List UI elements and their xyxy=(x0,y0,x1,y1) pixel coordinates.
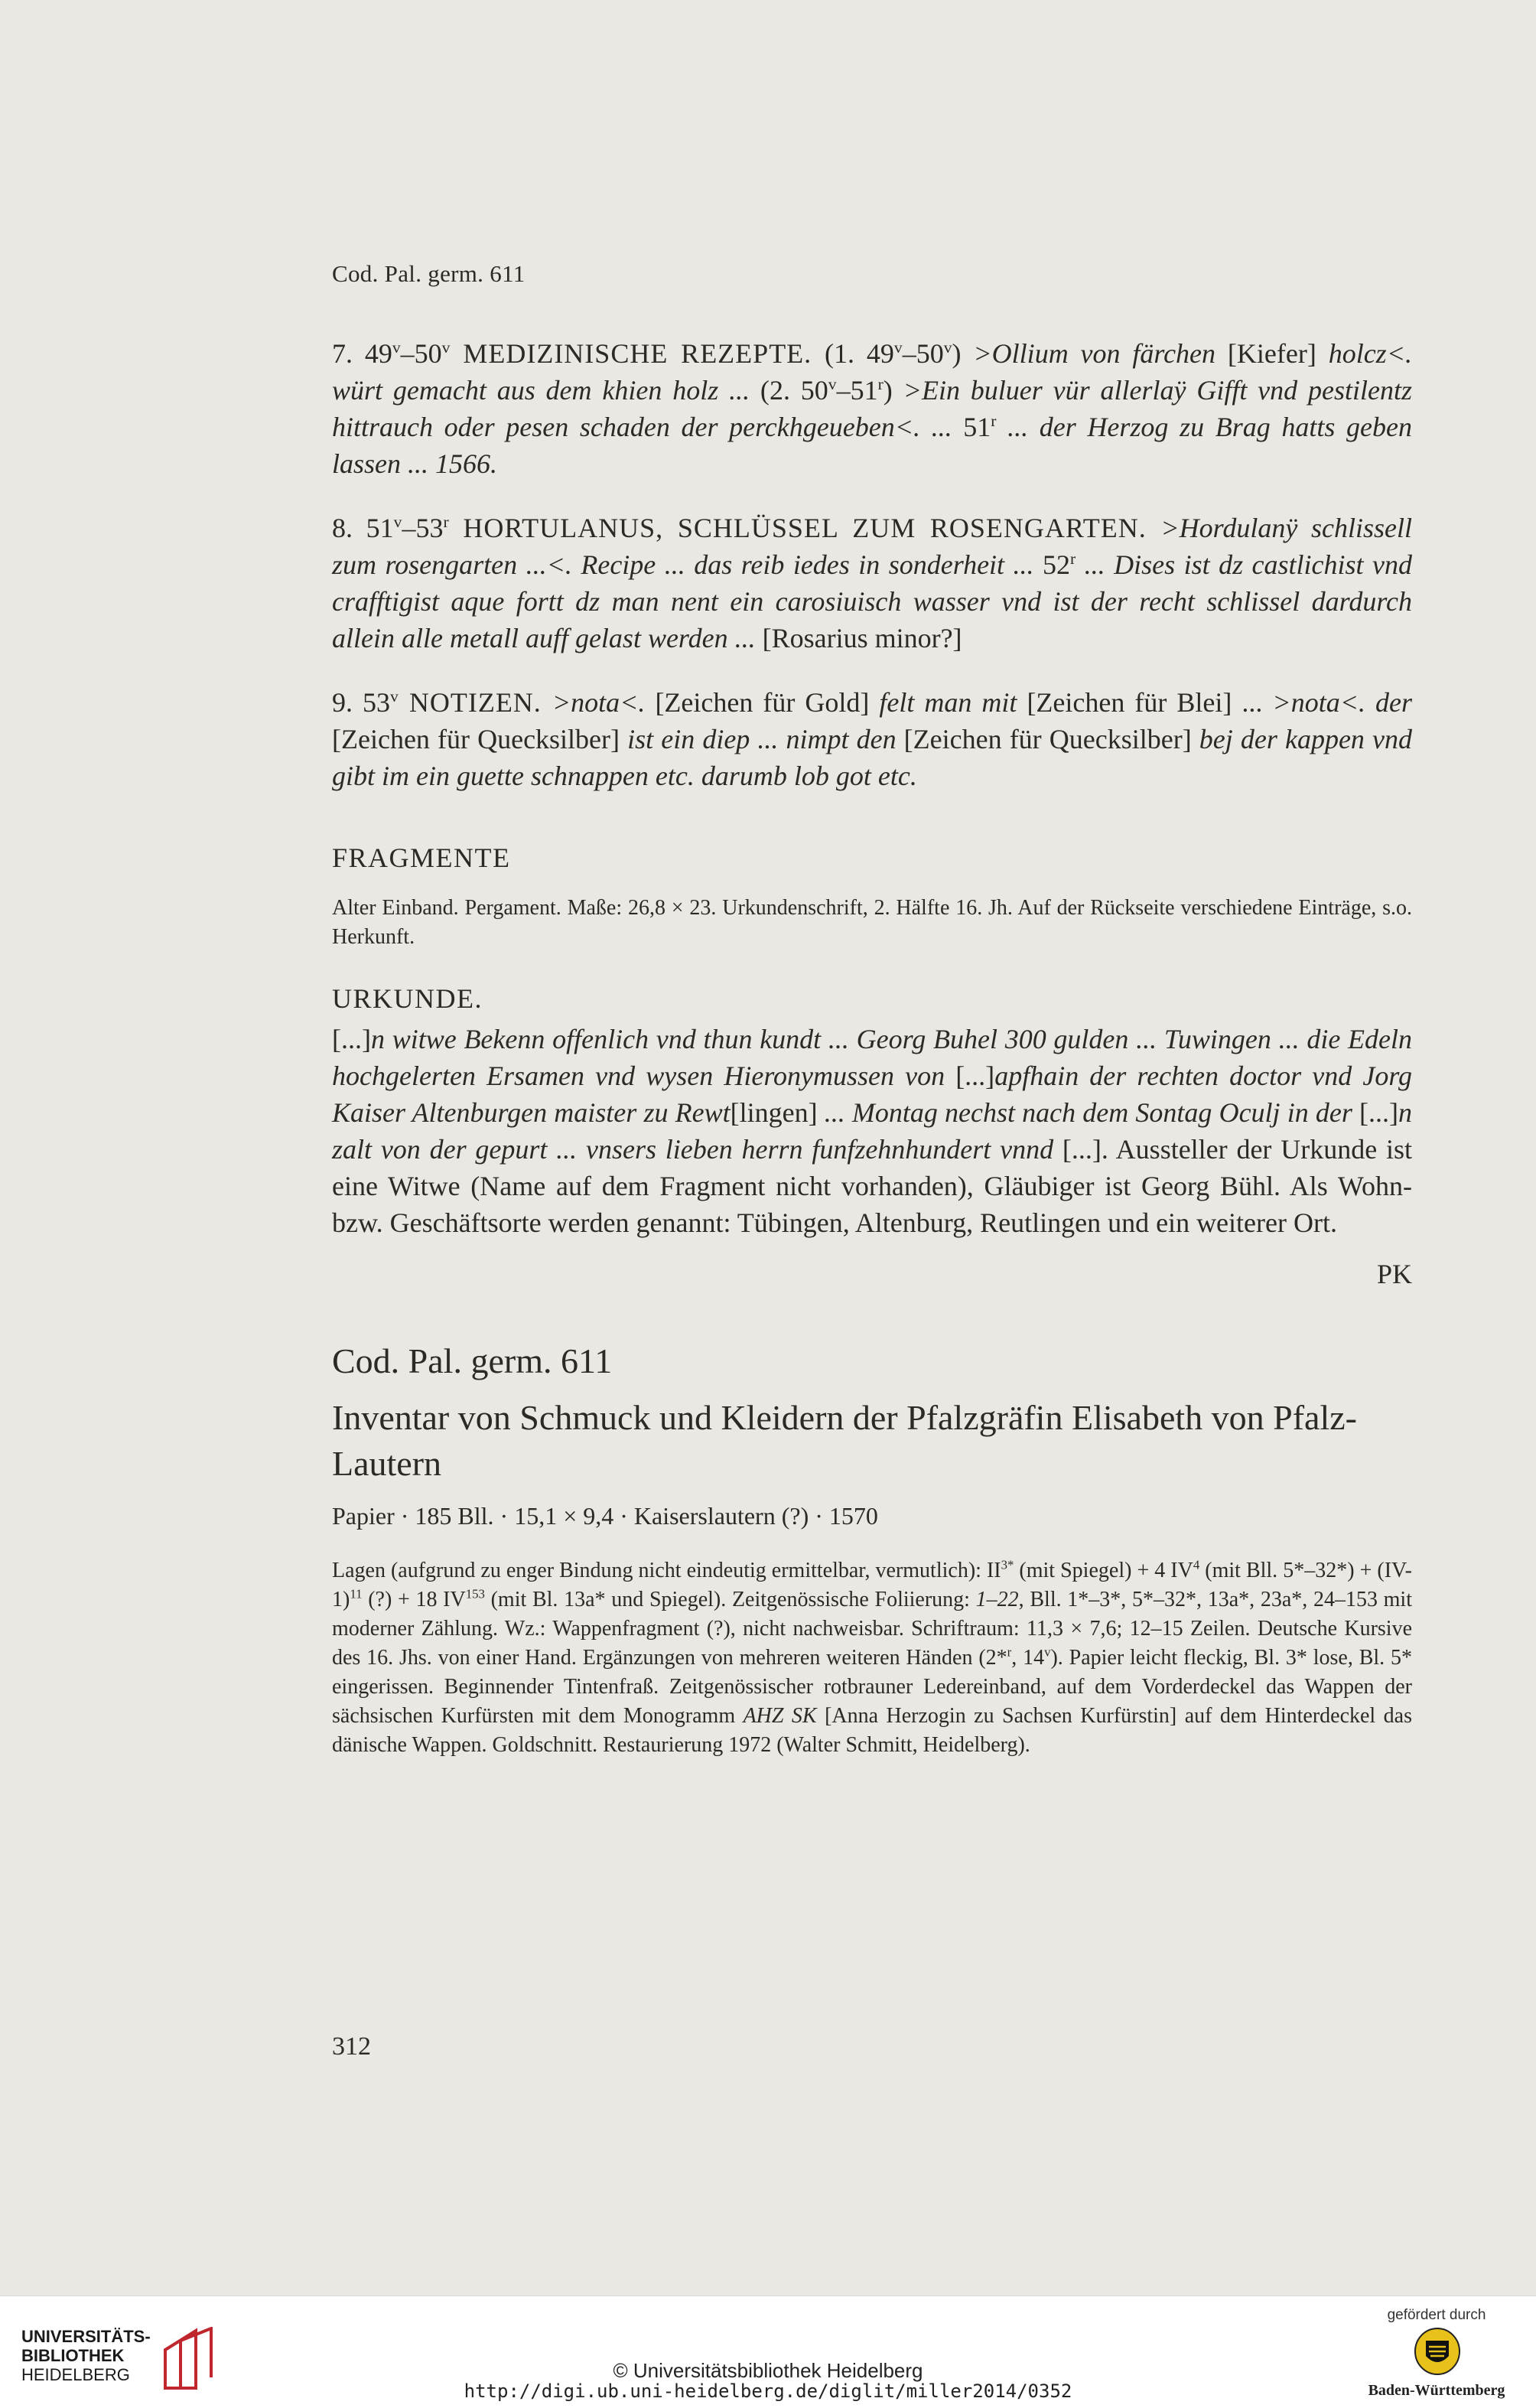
sup: v xyxy=(390,687,399,705)
incipit: n zalt von der gepurt ... vnsers lieben herrn funfzehnhundert vnnd xyxy=(332,1097,1413,1165)
urkunde-heading: URKUNDE. xyxy=(332,983,483,1014)
text: (mit Spiegel) + 4 IV xyxy=(1014,1559,1193,1582)
sup: v xyxy=(893,338,903,357)
ub-line3: HEIDELBERG xyxy=(21,2365,130,2384)
funded-by-label: gefördert durch xyxy=(1387,2307,1486,2323)
copyright-text: © Universitätsbibliothek Heidelberg xyxy=(613,2359,923,2382)
sup: r xyxy=(1069,549,1076,568)
sup: v xyxy=(828,375,837,393)
incipit: >nota<. der xyxy=(1272,687,1413,718)
text: [...] xyxy=(1352,1097,1399,1128)
entry-7 xyxy=(332,335,1412,482)
range: –50 xyxy=(400,338,442,369)
ub-line2: BIBLIOTHEK xyxy=(21,2346,125,2365)
sup: r xyxy=(991,412,997,430)
sup: 4 xyxy=(1193,1557,1200,1572)
entry-8-title: HORTULANUS, SCHLÜSSEL ZUM ROSENGARTEN. xyxy=(448,513,1161,543)
italic: AHZ SK xyxy=(743,1704,817,1728)
page-content xyxy=(332,260,1412,1760)
entry-8-num: 8. 51 xyxy=(332,513,394,543)
author-signature: PK xyxy=(1376,1259,1412,1289)
incipit: n witwe Bekenn offenlich vnd thun kundt ... Georg Buhel 300 gulden ... Tuwingen ... die Edeln hochgelerten Ersamen vnd wysen Hieronymussen von xyxy=(332,1024,1412,1091)
text: , Bll. 1*–3*, 5*–32*, 13a*, 23a*, 24–153 mit moderner Zählung. Wz.: Wappenfragment (?), nicht nachweisbar. Schriftraum: 11,3 × 7,6; 12–15 Zeilen. Deutsche Kursive des 16. Jhs. von einer Hand. Ergänzungen von mehreren weiteren Händen (2* xyxy=(332,1588,1412,1670)
urkunde-text xyxy=(332,1021,1412,1241)
footer-bar xyxy=(0,2296,1536,2408)
text: 1. 49 xyxy=(834,338,894,369)
text: [Zeichen für Gold] xyxy=(645,687,880,718)
sup: v xyxy=(943,338,952,357)
text: [...] xyxy=(332,1024,371,1054)
sup: v xyxy=(392,338,401,357)
entry-8 xyxy=(332,510,1412,657)
incipit: >Hordulanÿ schlissell zum rosengarten ...<. Recipe ... das reib iedes in sonderheit ... xyxy=(332,513,1412,580)
sup: 3* xyxy=(1001,1557,1014,1572)
text: [...]. Aussteller der Urkunde ist eine Witwe (Name auf dem Fragment nicht vorhanden), Gläubiger ist Georg Bühl. Als Wohn- bzw. Geschäftsorte werden genannt: Tübingen, Altenburg, Reutlingen und ein weiterer Ort. xyxy=(332,1134,1412,1238)
sup: v xyxy=(1044,1644,1051,1660)
incipit: apfhain der rechten doctor vnd Jorg Kaiser Altenburgen maister zu Rewt xyxy=(332,1061,1413,1128)
page-number: 312 xyxy=(332,2032,371,2061)
text: (mit Bll. 5*–32*) + (IV-1) xyxy=(332,1559,1413,1611)
text: [Anna Herzogin zu Sachsen Kurfürstin] auf dem Hinterdeckel das dänische Wappen. Goldschnitt. Restaurierung 1972 (Walter Schmitt, Heidelberg). xyxy=(332,1704,1412,1757)
text: [Kiefer] xyxy=(1215,338,1329,369)
range: –53 xyxy=(402,513,444,543)
text: 52 xyxy=(1033,549,1070,580)
text: , 14 xyxy=(1011,1646,1045,1670)
incipit: holcz<. würt gemacht aus dem khien holz ... xyxy=(332,338,1412,406)
text: ) xyxy=(952,338,974,369)
incipit: >Ein buluer vür allerlaÿ Gifft vnd pestilentz hittrauch oder pesen schaden der perckhgeueben<. ... xyxy=(332,375,1412,442)
text: –51 xyxy=(836,375,878,406)
bw-label: Baden-Württemberg xyxy=(1368,2382,1505,2399)
sup: 153 xyxy=(465,1586,485,1602)
text: [Zeichen für Quecksilber] xyxy=(896,724,1199,754)
entry-9-title: NOTIZEN. xyxy=(398,687,552,718)
sup: r xyxy=(877,375,884,393)
incipit: ... der Herzog zu Brag hatts geben lassen ... 1566. xyxy=(332,412,1413,479)
text: [Rosarius minor?] xyxy=(755,623,962,653)
text: [lingen] xyxy=(730,1097,825,1128)
text: ) xyxy=(883,375,903,406)
codex-heading: Cod. Pal. germ. 611 xyxy=(332,1341,613,1380)
incipit: ist ein diep ... nimpt den xyxy=(627,724,897,754)
sup: v xyxy=(393,513,402,531)
incipit: ... Montag nechst nach dem Sontag Oculj in der xyxy=(824,1097,1352,1128)
sup: 11 xyxy=(350,1586,363,1602)
entry-7-title: MEDIZINISCHE REZEPTE. xyxy=(450,338,825,369)
codex-meta: Papier · 185 Bll. · 15,1 × 9,4 · Kaiserslautern (?) · 1570 xyxy=(332,1502,878,1530)
incipit: >Ollium von färchen xyxy=(973,338,1216,369)
text: ). Papier leicht fleckig, Bl. 3* lose, Bl. 5* eingerissen. Beginnender Tintenfraß. Zeitgenössischer rotbrauner Ledereinband, auf dem Vorderdeckel das Wappen der sächsischen Kurfürsten mit dem Monogramm xyxy=(332,1646,1412,1728)
text: 2. 50 xyxy=(769,375,828,406)
entry-9-num: 9. 53 xyxy=(332,687,391,718)
text: 51 xyxy=(952,412,991,442)
entry-7-num: 7. 49 xyxy=(332,338,392,369)
ub-line1: UNIVERSITÄTS- xyxy=(21,2327,151,2346)
incipit: >nota<. xyxy=(552,687,646,718)
lagen-description xyxy=(332,1556,1412,1760)
fragmente-description: Alter Einband. Pergament. Maße: 26,8 × 23. Urkundenschrift, 2. Hälfte 16. Jh. Auf der Rückseite verschiedene Einträge, s.o. Herkunft. xyxy=(332,896,1412,949)
italic: 1–22 xyxy=(975,1588,1019,1611)
text: Lagen (aufgrund zu enger Bindung nicht eindeutig ermittelbar, vermutlich): II xyxy=(332,1559,1001,1582)
text: (?) + 18 IV xyxy=(362,1588,466,1611)
sup: v xyxy=(441,338,451,357)
running-head: Cod. Pal. germ. 611 xyxy=(332,260,526,287)
permalink-url[interactable]: http://digi.ub.uni-heidelberg.de/diglit/miller2014/0352 xyxy=(464,2380,1072,2402)
entry-9 xyxy=(332,684,1412,794)
text: (mit Bl. 13a* und Spiegel). Zeitgenössische Foliierung: xyxy=(484,1588,976,1611)
text: ( xyxy=(825,338,835,369)
codex-title: Inventar von Schmuck und Kleidern der Pfalzgräfin Elisabeth von Pfalz-Lautern xyxy=(332,1398,1357,1483)
fragmente-heading: FRAGMENTE xyxy=(332,842,511,873)
bw-crest-icon[interactable] xyxy=(1414,2327,1461,2376)
text: [Zeichen für Quecksilber] xyxy=(332,724,628,754)
sup: r xyxy=(1007,1644,1012,1660)
incipit: felt man mit xyxy=(879,687,1017,718)
text: [...] xyxy=(945,1061,995,1091)
text: –50 xyxy=(902,338,944,369)
sup: r xyxy=(443,513,449,531)
incipit: bej der kappen vnd gibt im ein guette schnappen etc. darumb lob got etc. xyxy=(332,724,1412,791)
text: ( xyxy=(750,375,770,406)
incipit: ... Dises ist dz castlichist vnd crafftigist aque fortt dz man nent ein carosiuisch wasser vnd ist der recht schlissel dardurch allein alle metall auff gelast werden ... xyxy=(332,549,1412,653)
text: [Zeichen für Blei] ... xyxy=(1017,687,1273,718)
